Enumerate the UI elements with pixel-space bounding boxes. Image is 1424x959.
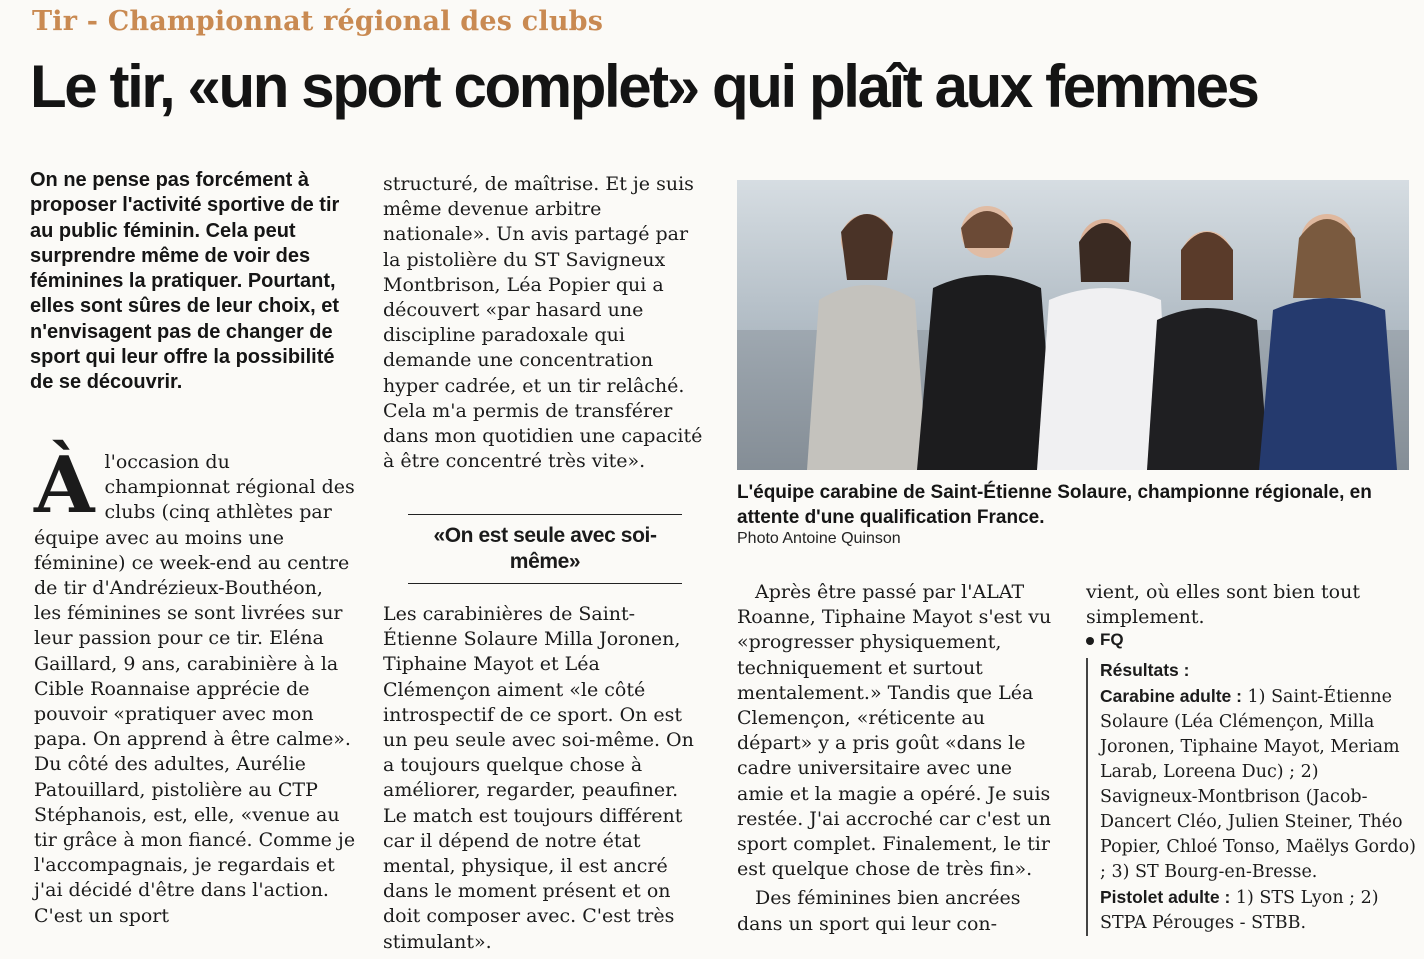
article-kicker: Tir - Championnat régional des clubs <box>32 6 604 37</box>
photo-credit: Photo Antoine Quinson <box>737 530 901 547</box>
results-box <box>1086 658 1420 936</box>
column-2b-text: Les carabinières de Saint-Étienne Solaure Milla Joronen, Tiphaine Mayot et Léa Clémençon aiment «le côté introspectif de ce sport. On est un peu seule avec soi-même. On a toujours quelque chose à améliorer, regarder, peaufiner. Le match est toujours différent car il dépend de notre état mental, physique, il est ancré dans le moment présent et on doit composer avec. C'est très stimulant». <box>383 603 694 953</box>
article-column-2-continued <box>383 602 707 955</box>
results-carabine-label: Carabine adulte : <box>1100 686 1242 706</box>
results-pistolet-label: Pistolet adulte : <box>1100 887 1231 907</box>
photo-caption: L'équipe carabine de Saint-Étienne Solaure, championne régionale, en attente d'une qualification France. <box>737 482 1372 528</box>
article-chapeau: On ne pense pas forcément à proposer l'activité sportive de tir au public féminin. Cela peut surprendre même de voir des féminines la pratiquer. Pourtant, elles sont sûres de leur choix, et n'envisagent pas de changer de sport qui leur offre la possibilité de se découvrir. <box>30 169 340 394</box>
article-column-4 <box>1086 580 1408 630</box>
team-photo-illustration <box>737 180 1409 470</box>
signature-text: FQ <box>1100 630 1124 649</box>
bullet-icon <box>1086 637 1094 645</box>
drop-cap: À <box>34 440 95 531</box>
column-3-text-2: Des féminines bien ancrées dans un sport qui leur con- <box>737 887 1021 935</box>
column-3-text-1: Après être passé par l'ALAT Roanne, Tiphaine Mayot s'est vu «progresser physiquement, techniquement et surtout mentalement.» Tandis que Léa Clemençon, «réticente au départ» y a pris goût «dans le cadre universitaire avec une amie et la magie a opéré. Je suis restée. J'ai accroché car c'est un sport complet. Finalement, le tir est quelque chose de très fin». <box>737 581 1052 881</box>
article-column-1 <box>34 440 356 929</box>
column-2-text: structuré, de maîtrise. Et je suis même devenue arbitre nationale». Un avis partagé par la pistolière du ST Savigneux Montbrison, Léa Popier qui a découvert «par hasard une discipline paradoxale qui demande une concentration hyper cadrée, et un tir relâché. Cela m'a permis de transférer dans mon quotidien une capacité à être concentré très vite». <box>383 173 703 473</box>
results-pistolet: 1) STS Lyon ; 2) STPA Pérouges - STBB. <box>1100 888 1379 933</box>
author-signature <box>1086 630 1124 650</box>
results-carabine: 1) Saint-Étienne Solaure (Léa Clémençon, Milla Joronen, Tiphaine Mayot, Meriam Larab, Loreena Duc) ; 2) Savigneux-Montbrison (Jacob-Dancert Cléo, Julien Steiner, Théo Popier, Chloé Tonso, Maëlys Gordo) ; 3) ST Bourg-en-Bresse. <box>1100 687 1416 882</box>
article-column-3 <box>737 580 1057 937</box>
column-4-text: vient, où elles sont bien tout simplement. <box>1086 581 1360 629</box>
pull-quote: «On est seule avec soi-même» <box>408 514 682 584</box>
article-column-2 <box>383 172 707 474</box>
team-photo <box>737 180 1409 470</box>
article-headline: Le tir, «un sport complet» qui plaît aux femmes <box>30 53 1258 120</box>
results-title: Résultats : <box>1100 660 1190 680</box>
column-1-text: l'occasion du championnat régional des clubs (cinq athlètes par équipe avec au moins une féminine) ce week-end au centre de tir d'Andrézieux-Bouthéon, les féminines se sont livrées sur leur passion pour ce tir. Eléna Gaillard, 9 ans, carabinière à la Cible Roannaise apprécie de pouvoir «pratiquer avec mon papa. On apprend à être calme». Du côté des adultes, Aurélie Patouillard, pistolière au CTP Stéphanois, est, elle, «venue au tir grâce à mon fiancé. Comme je l'accompagnais, je regardais et j'ai décidé d'être dans l'action. C'est un sport <box>34 451 356 927</box>
